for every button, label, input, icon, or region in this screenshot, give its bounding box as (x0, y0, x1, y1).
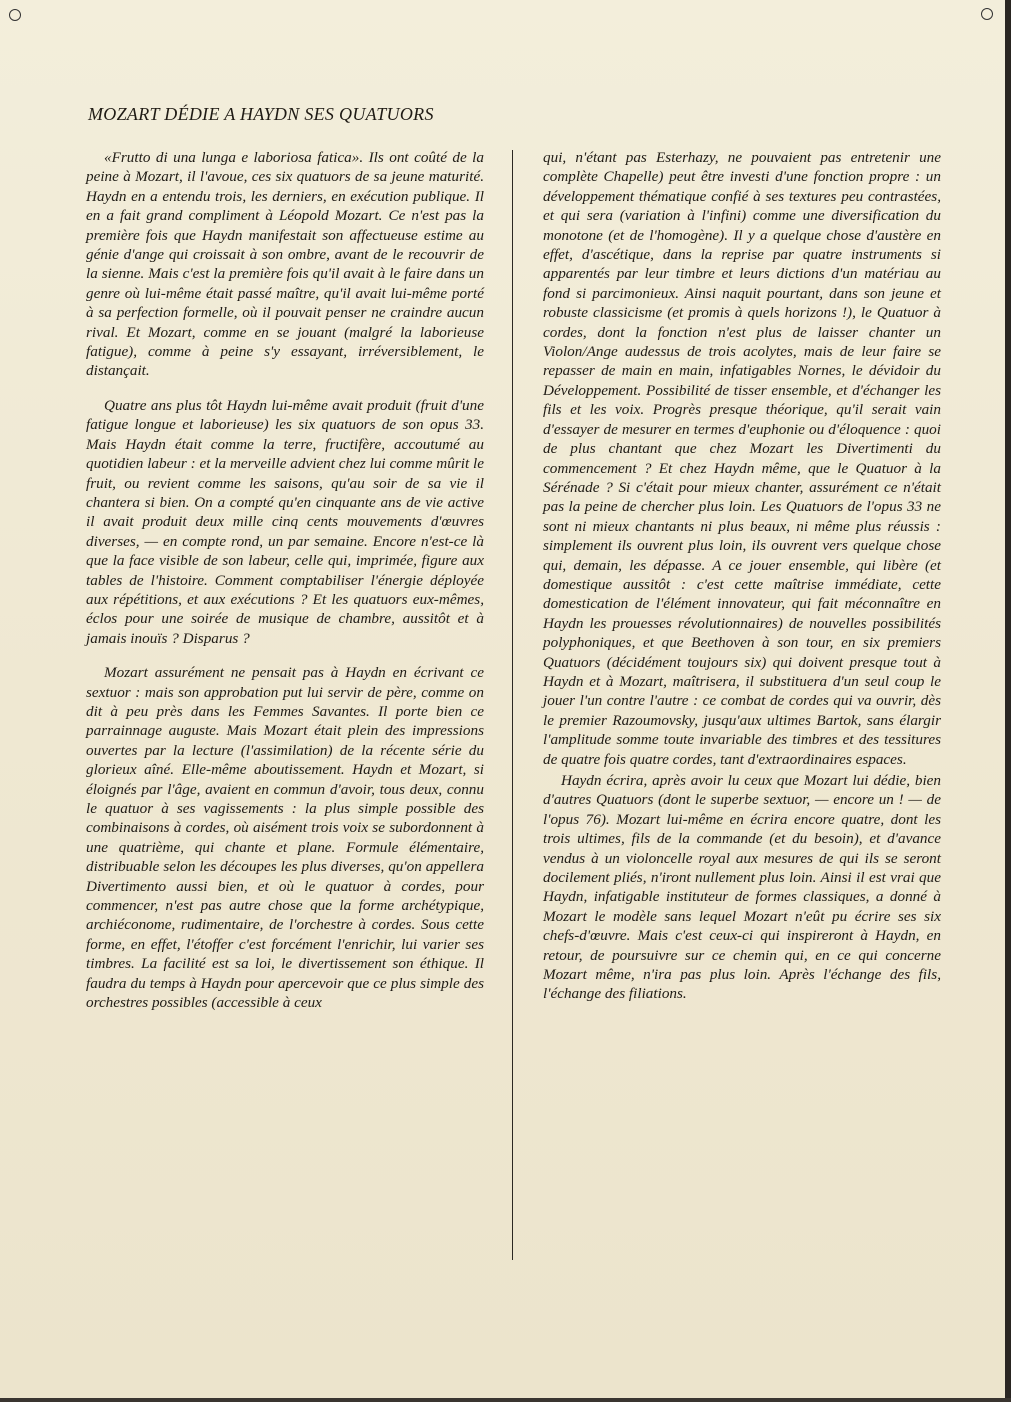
column-divider (512, 150, 513, 1260)
paragraph: «Frutto di una lunga e laboriosa fatica». Ils ont coûté de la peine à Mozart, il l'avoue, ces six quatuors de sa jeune maturité. Haydn en a entendu trois, les derniers, en exécution publique. Il en a fait grand compliment à Léopold Mozart. Ce n'est pas la première fois que Haydn manifestait son affectueuse estime au génie d'ange qui croissait à son ombre, avant de le recouvrir de la sienne. Mais c'est la première fois qu'il avait à le faire dans un genre où lui-même était passé maître, qu'il avait lui-même porté à sa perfection formelle, où il pouvait penser ne craindre aucun rival. Et Mozart, comme en se jouant (malgré la laborieuse fatigue), comme à peine s'y essayant, irréversiblement, le distançait. (86, 149, 484, 380)
article-title: MOZART DÉDIE A HAYDN SES QUATUORS (88, 104, 434, 124)
paragraph: Mozart assurément ne pensait pas à Haydn en écrivant ce sextuor : mais son approbation put lui servir de père, comme on dit à peu près dans les Femmes Savantes. Il porte bien ce parrainnage auguste. Mais Mozart était plein des impressions ouvertes par la lecture (l'assimilation) de la récente série du glorieux aîné. Elle-même aboutissement. Haydn et Mozart, si éloignés par l'âge, avaient en commun d'avoir, tous deux, connu le quatuor à ses vagissements : la plus simple possible des combinaisons à cordes, où aisément trois voix se subordonnent à une quatrième, qui chante et plane. Formule élémentaire, distribuable selon les découpes les plus diverses, qu'on appellera Divertimento aussi bien, et où le quatuor à cordes, pour commencer, n'est pas autre chose que la forme archétypique, archiéconome, rudimentaire, de l'orchestre à cordes. Sous cette forme, en effet, l'étoffer c'est forcément l'enrichir, lui varier ses timbres. La facilité est sa loi, le divertissement son éthique. Il faudra du temps à Haydn pour apercevoir que ce plus simple des orchestres possibles (accessible à ceux (86, 664, 484, 1012)
paragraph: Haydn écrira, après avoir lu ceux que Mozart lui dédie, bien d'autres Quatuors (dont le superbe sextuor, — encore un ! — de l'opus 76). Mozart lui-même en écrira encore quatre, dont les trois ultimes, fils de la commande (et du besoin), et d'avance vendus à un violoncelle royal aux mesures de qui ils se seront docilement pliés, n'iront nullement plus loin. Ainsi il est vrai que Haydn, infatigable instituteur de formes classiques, a donné à Mozart le modèle sans lequel Mozart n'eût pu écrire ses six chefs-d'œuvre. Mais c'est ceux-ci qui inspireront à Haydn, en retour, de poursuivre sur ce chemin qui, en ce qui concerne Mozart même, n'ira pas plus loin. Après l'échange des fils, l'échange des filiations. (543, 772, 941, 1003)
scan-border-right (1005, 0, 1011, 1402)
left-column (86, 148, 484, 1012)
scan-border-bottom (0, 1398, 1011, 1402)
paragraph: qui, n'étant pas Esterhazy, ne pouvaient pas entretenir une complète Chapelle) peut être investi d'une fonction propre : un développement thématique confié à ses textures peu contrastées, et qui sera (variation à l'infini) comme une diversification du monotone (et de l'homogène). Il y a quelque chose d'austère en effet, d'ascétique, dans la reprise par quatre instruments si apparentés par leur timbre et leurs dictions d'un matériau au fond si parcimonieux. Ainsi naquit pourtant, dans son jeune et robuste classicisme (et promis à quels horizons !), le Quatuor à cordes, dont la fonction n'est plus de laisser chanter un Violon/Ange audessus de trois acolytes, mais de leur faire se repasser de main en main, infatigables Nornes, le dévidoir du Développement. Possibilité de tisser ensemble, et d'échanger les fils et les voix. Progrès presque théorique, qu'il serait vain d'essayer de mesurer en termes d'euphonie ou d'éloquence : quoi de plus chantant que chez Mozart les Divertimenti du commencement ? Et chez Haydn même, que le Quatuor à la Sérénade ? Si c'était pour mieux chanter, assurément ce n'était pas la peine de chercher plus loin. Les Quatuors de l'opus 33 ne sont ni mieux chantants ni plus beaux, ni même plus réussis : simplement ils ouvrent plus loin, ils ouvrent vers quelque chose qui, demain, les dépasse. A ce jouer ensemble, qui libère (et domestique aussitôt : c'est cette maîtrise immédiate, cette domestication de l'élément innovateur, qui fait méconnaître en Haydn les prouesses révolutionnaires) de nouvelles possibilités polyphoniques, et que Beethoven à son tour, en six premiers Quatuors (décidément toujours six) qui doivent presque tout à Haydn et à Mozart, maîtrisera, il substituera d'un seul coup le jouer l'un contre l'autre : ce combat de cordes qui va ouvrir, dès le premier Razoumovsky, jusqu'aux ultimes Bartok, sans élargir l'amplitude somme toute invariable des timbres et des tessitures de quatre fois quatre cordes, tant d'extraordinaires espaces. (543, 149, 941, 768)
punch-hole-mark (981, 8, 993, 20)
punch-hole-mark (9, 9, 21, 21)
right-column (543, 148, 941, 1004)
paragraph: Quatre ans plus tôt Haydn lui-même avait produit (fruit d'une fatigue longue et laborieuse) les six quatuors de son opus 33. Mais Haydn était comme la terre, fructifère, accoutumé au quotidien labeur : et la merveille advient chez lui comme mûrit le fruit, ou revient comme les saisons, qu'au soir de sa vie il chantera si bien. On a compté qu'en cinquante ans de vie active il avait produit deux mille cinq cents mouvements d'œuvres diverses, — en compte rond, un par semaine. Encore n'est-ce là que la face visible de son labeur, celle qui, imprimée, figure aux tables de l'histoire. Comment comptabiliser l'énergie déployée aux répétitions, et aux exécutions ? Et les quatuors eux-mêmes, éclos pour une soirée de musique de chambre, aussitôt et à jamais inouïs ? Disparus ? (86, 396, 484, 647)
